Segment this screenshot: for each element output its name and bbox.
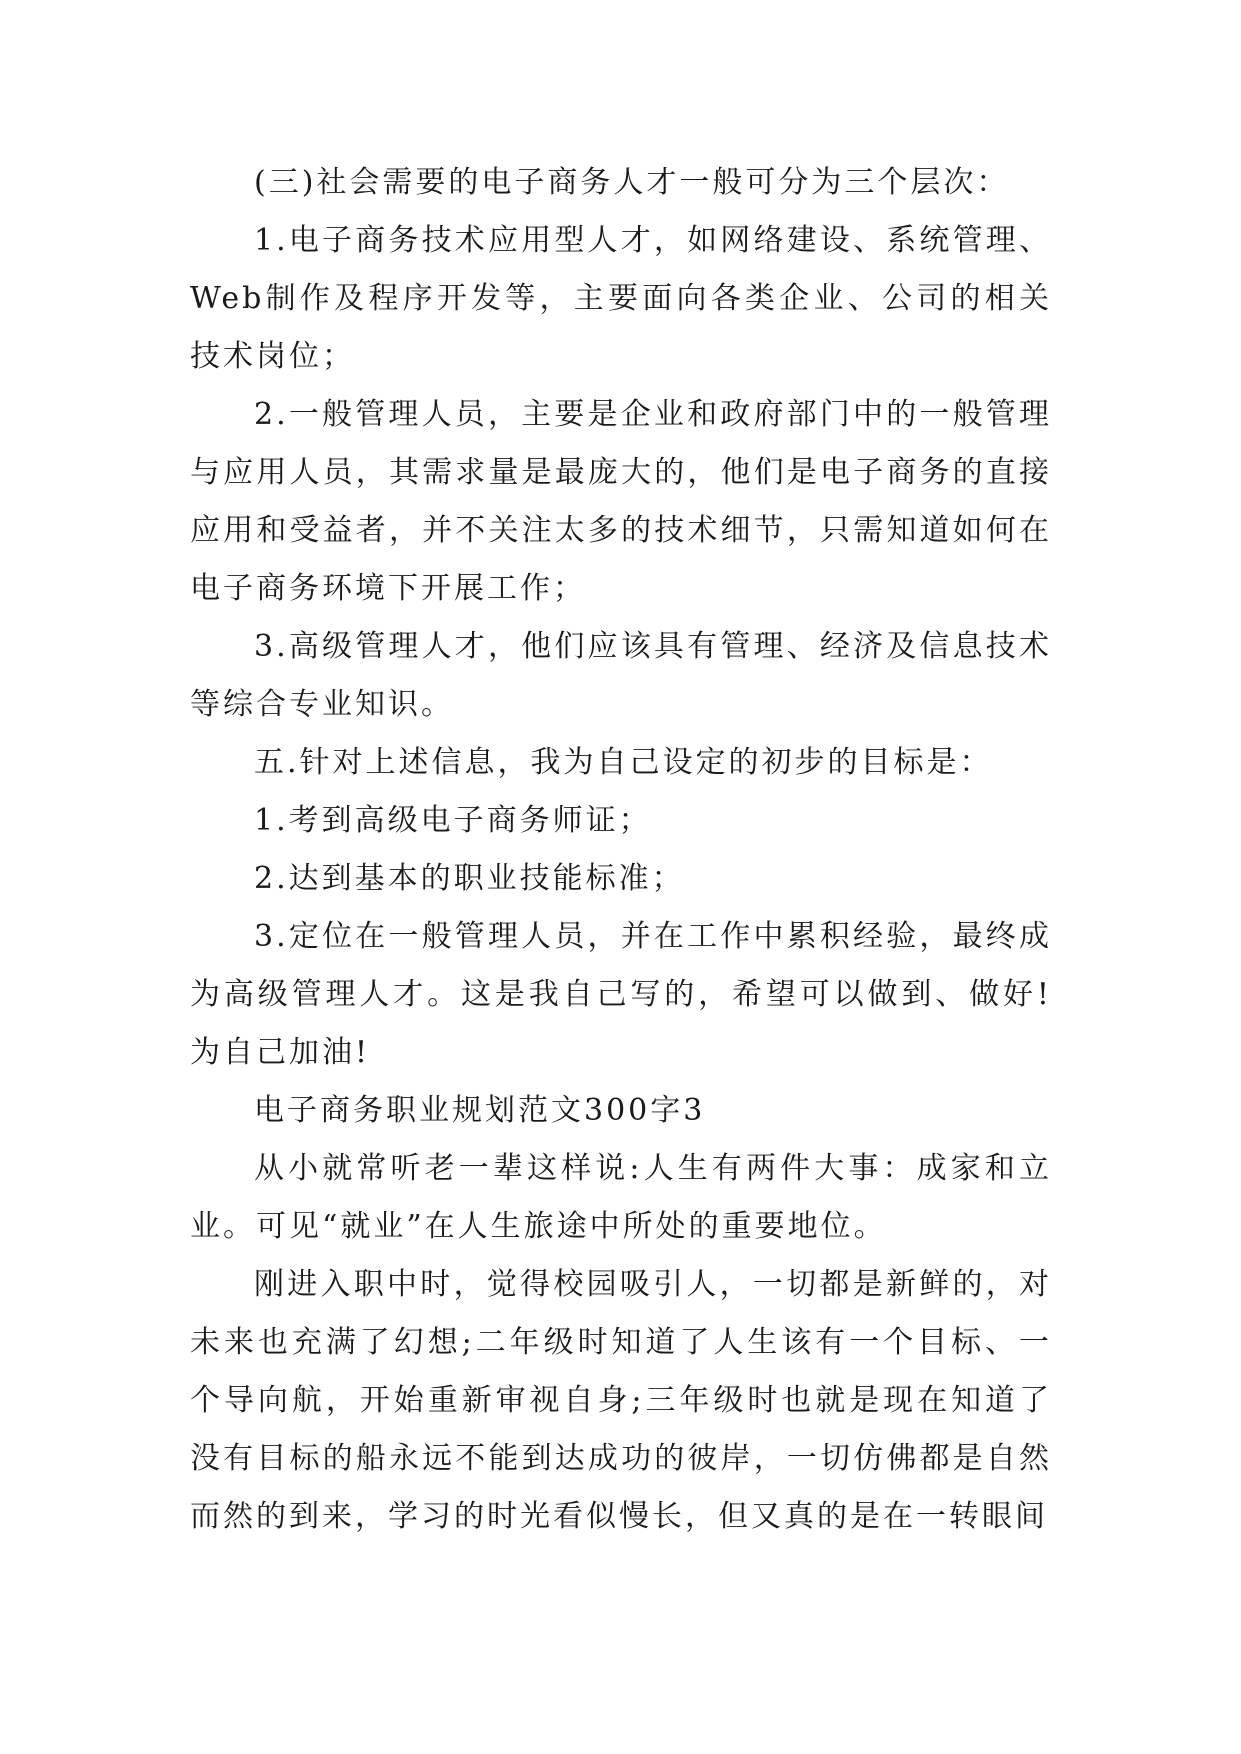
paragraph-level-3: 3.高级管理人才，他们应该具有管理、经济及信息技术等综合专业知识。 bbox=[190, 629, 1052, 722]
paragraph-school-reflection: 刚进入职中时，觉得校园吸引人，一切都是新鲜的，对未来也充满了幻想;二年级时知道了人生该有一个目标、一个导向航，开始重新审视自身;三年级时也就是现在知道了没有目标的船永远不能到达成功的彼岸，一切仿佛都是自然而然的到来，学习的时光看似慢长，但又真的是在一转眼间 bbox=[190, 1267, 1052, 1534]
paragraph-goal-3: 3.定位在一般管理人员，并在工作中累积经验，最终成为高级管理人才。这是我自己写的，希望可以做到、做好!为自己加油! bbox=[190, 919, 1052, 1070]
paragraph-level-2: 2.一般管理人员，主要是企业和政府部门中的一般管理与应用人员，其需求量是最庞大的，他们是电子商务的直接应用和受益者，并不关注太多的技术细节，只需知道如何在电子商务环境下开展工作； bbox=[190, 397, 1052, 606]
paragraph-levels-intro: (三)社会需要的电子商务人才一般可分为三个层次： bbox=[254, 165, 1010, 200]
paragraph-level-1: 1.电子商务技术应用型人才，如网络建设、系统管理、Web制作及程序开发等，主要面向各类企业、公司的相关技术岗位； bbox=[190, 223, 1052, 374]
paragraph-goal-2: 2.达到基本的职业技能标准； bbox=[254, 861, 685, 896]
paragraph-goal-1: 1.考到高级电子商务师证； bbox=[254, 803, 652, 838]
paragraph-career-importance: 从小就常听老一辈这样说:人生有两件大事：成家和立业。可见“就业”在人生旅途中所处的重要地位。 bbox=[190, 1151, 1052, 1244]
document-body bbox=[190, 154, 1052, 1546]
paragraph-goals-intro: 五.针对上述信息，我为自己设定的初步的目标是： bbox=[254, 745, 993, 780]
section-heading: 电子商务职业规划范文300字3 bbox=[254, 1093, 706, 1128]
